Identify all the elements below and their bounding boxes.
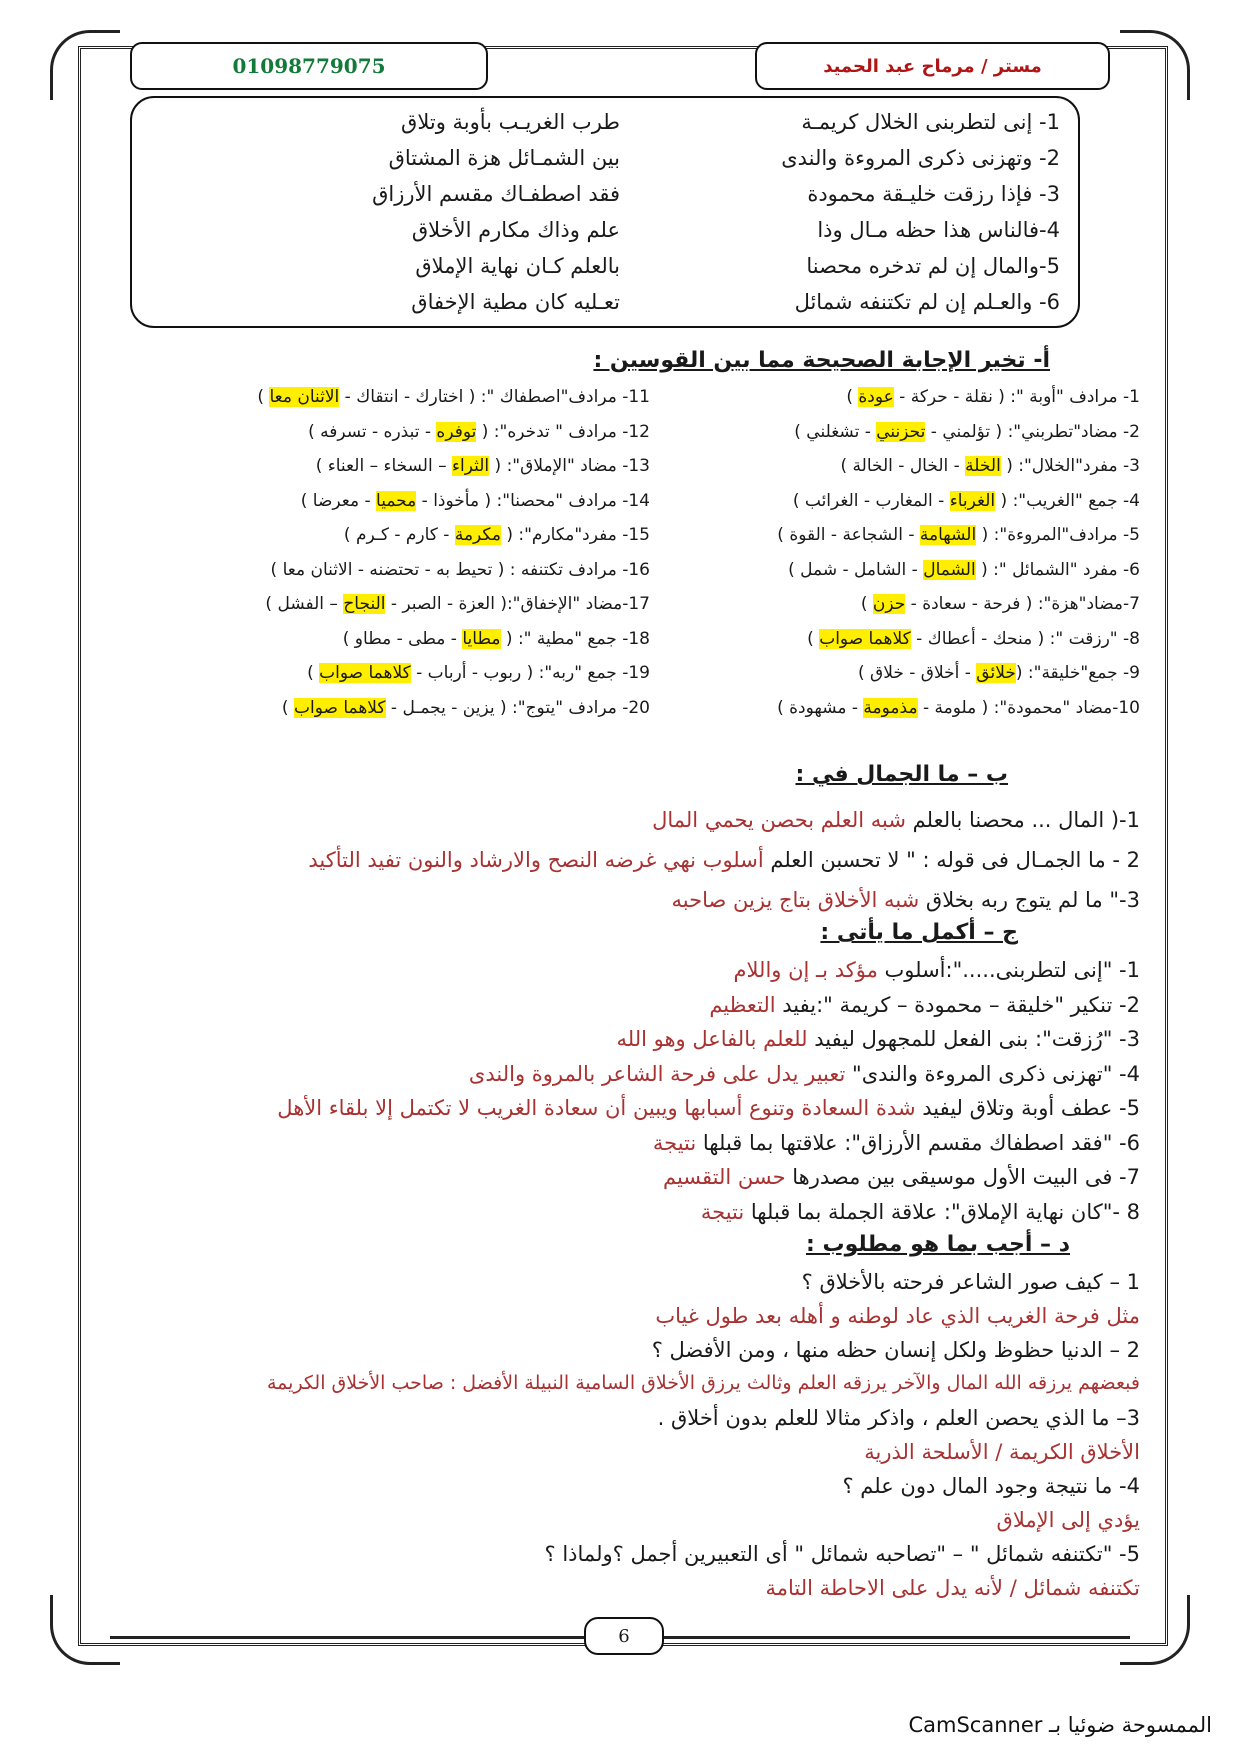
mcq-item (793, 491, 1140, 511)
section-d-title: د – أجب بما هو مطلوب : (806, 1232, 1070, 1257)
page-number: 6 (584, 1617, 664, 1655)
question-text: 1-( المال ... محصنا بالعلم (905, 808, 1140, 832)
poem-left-hemistich: فقد اصطفـاك مقسم الأرزاق (372, 182, 620, 206)
mcq-question: 14- مرادف "محصنا": ( مأخوذا - (416, 490, 650, 511)
scanner-watermark: الممسوحة ضوئيا بـ CamScanner (908, 1713, 1212, 1737)
poem-right-hemistich: 4-فالناس هذا حظه مـال وذا (817, 218, 1060, 242)
answer-text: تكتنفه شمائل / لأنه يدل على الاحاطة التامة (765, 1576, 1140, 1600)
mcq-item (307, 663, 650, 683)
question-text: 1 – كيف صور الشاعر فرحته بالأخلاق ؟ (801, 1270, 1140, 1294)
poem-right-hemistich: 6- والعـلم إن لم تكتنفه شمائل (794, 290, 1060, 314)
mcq-question: 17-مضاد "الإخفاق":( العزة - الصبر - (385, 594, 650, 614)
mcq-answer-highlight: توفره (436, 421, 477, 442)
poem-left-hemistich: بالعلم كـان نهاية الإملاق (415, 254, 620, 278)
mcq-options-rest: ) (807, 628, 820, 649)
mcq-options-rest: - المغارب - الغرائب ) (792, 490, 950, 511)
answer-text: شبه الأخلاق بتاج يزين صاحبه (671, 888, 920, 912)
mcq-question: 4- جمع "الغريب": ( (995, 490, 1140, 511)
mcq-options-rest: - الشجاعة - القوة ) (777, 525, 920, 545)
mcq-answer-highlight: محميا (376, 490, 417, 511)
question-text: 4- ما نتيجة وجود المال دون علم ؟ (842, 1474, 1140, 1498)
poem-right-hemistich: 1- إنى لتطربنى الخلال كريمـة (801, 110, 1060, 134)
mcq-answer-highlight: الخلة (965, 456, 1001, 476)
mcq-options-rest: - كارم - كـرم ) (343, 525, 455, 545)
mcq-item (257, 387, 650, 407)
mcq-options-rest: ) (281, 697, 294, 718)
mcq-question: 8- "رزقت ": ( منحك - أعطاك - (910, 628, 1140, 649)
answer-text: يؤدي إلى الإملاق (996, 1508, 1140, 1532)
section-a-title: أ- تخير الإجابة الصحيحة مما بين القوسين : (593, 348, 1050, 373)
mcq-options-rest: - الشامل - شمل ) (788, 559, 924, 580)
mcq-question: 11- مرادف"اصطفاك ": ( اختارك - انتقاك - (339, 387, 650, 407)
mcq-item (777, 698, 1140, 718)
question-text: 4- "تهزنى ذكرى المروءة والندى" (845, 1061, 1140, 1086)
mcq-answer-highlight: الشهامة (919, 525, 977, 545)
mcq-answer-highlight: الغرباء (949, 490, 996, 511)
mcq-options-rest: ) (860, 594, 873, 614)
mcq-item (271, 560, 650, 580)
mcq-item (794, 422, 1140, 442)
question-text: 8 -"كان نهاية الإملاق": علاقة الجملة بما قبلها (744, 1199, 1140, 1224)
mcq-question: 7-مضاد"هزة": ( فرحة - سعادة - (905, 594, 1140, 614)
mcq-answer-highlight: تحزنني (876, 421, 926, 442)
ornament-top-right-icon (1120, 30, 1190, 100)
question-text: 2 – الدنيا حظوظ ولكل إنسان حظه منها ، ومن الأفضل ؟ (651, 1338, 1140, 1362)
mcq-answer-highlight: خلائق (976, 663, 1016, 683)
section-c-item (469, 1062, 1140, 1086)
mcq-answer-highlight: الثراء (452, 456, 490, 476)
mcq-item (807, 629, 1140, 649)
mcq-options-rest: ) (257, 387, 270, 407)
mcq-question: 18- جمع "مطية ": ( (500, 628, 650, 649)
answer-text: مثل فرحة الغريب الذي عاد لوطنه و أهله بعد طول غياب (655, 1304, 1140, 1328)
mcq-item (840, 456, 1140, 476)
question-text: 2 - ما الجمـال فى قوله : " لا تحسبن العلم (763, 848, 1140, 872)
ornament-top-left-icon (50, 30, 120, 100)
mcq-options-rest: - مطى - مطاو ) (342, 628, 463, 649)
header-phone: 01098779075 (130, 42, 488, 90)
question-text: 6- "فقد اصطفاك مقسم الأرزاق": علاقتها بما قبلها (696, 1130, 1140, 1155)
header-teacher-name: مستر / مرماح عبد الحميد (755, 42, 1110, 90)
mcq-options-rest: - الخال - الخالة ) (840, 456, 966, 476)
mcq-answer-highlight: كلاهما صواب (319, 663, 411, 683)
mcq-options-rest: – الفشل ) (265, 594, 344, 614)
answer-text: نتيجة (652, 1130, 697, 1155)
mcq-item (846, 387, 1140, 407)
mcq-answer-highlight: كلاهما صواب (819, 628, 911, 649)
mcq-options-rest: - معرضا ) (300, 490, 377, 511)
section-c-item (277, 1096, 1140, 1120)
mcq-question: 2- مضاد"تطربني": ( تؤلمني - (925, 421, 1140, 442)
mcq-options-rest: – السخاء – العناء ) (315, 456, 452, 476)
poem-left-hemistich: طرب الغريـب بأوبة وتلاق (401, 110, 620, 134)
section-c-item (701, 1200, 1140, 1224)
question-text: 1- "إنى لتطربنى.....":أسلوب (877, 958, 1140, 982)
mcq-options-rest: ) (307, 663, 320, 683)
mcq-item (282, 698, 650, 718)
question-text: 3– ما الذي يحصن العلم ، واذكر مثالا للعلم بدون أخلاق . (657, 1406, 1140, 1430)
answer-text: للعلم بالفاعل وهو الله (616, 1027, 808, 1051)
poem-left-hemistich: علم وذاك مكارم الأخلاق (411, 218, 620, 242)
ornament-bottom-left-icon (50, 1595, 120, 1665)
mcq-question: 19- جمع "ربه": ( ربوب - أرباب - (410, 663, 650, 683)
mcq-item (861, 594, 1140, 614)
section-c-item (663, 1165, 1140, 1189)
mcq-answer-highlight: مكرمة (454, 525, 501, 545)
mcq-item (301, 491, 650, 511)
mcq-item (858, 663, 1140, 683)
poem-left-hemistich: بين الشمـائل هزة المشتاق (388, 146, 620, 170)
answer-text: شبه العلم بحصن يحمي المال (652, 808, 906, 832)
mcq-item (316, 456, 650, 476)
section-b-title: ب – ما الجمال في : (795, 762, 1008, 787)
mcq-options-rest: - تشغلني ) (794, 421, 877, 442)
mcq-question: 20- مرادف "يتوج": ( يزين - يجمـل - (385, 697, 650, 718)
mcq-answer-highlight: الاثنان معا (269, 387, 340, 407)
answer-text: مؤكد بـ إن واللام (733, 958, 878, 982)
section-c-item (616, 1027, 1140, 1051)
mcq-options-rest: - أخلاق - خلاق ) (857, 663, 977, 683)
question-text: 5- "تكتنفه شمائل " – "تصاحبه شمائل " أى التعبيرين أجمل ؟ولماذا ؟ (544, 1542, 1140, 1566)
answer-text: التعظيم (709, 992, 776, 1017)
mcq-question: 12- مرادف " تدخره": ( (476, 421, 650, 442)
mcq-question: 9- جمع"خليقة": ( (1015, 663, 1140, 683)
mcq-item (777, 525, 1140, 545)
section-c-item (709, 993, 1140, 1017)
mcq-options-rest: - تبذره - تسرفه ) (308, 421, 437, 442)
answer-text: تعبير يدل على فرحة الشاعر بالمروة والندى (468, 1061, 846, 1086)
answer-text: الأخلاق الكريمة / الأسلحة الذرية (864, 1440, 1140, 1464)
mcq-question: 5- مرادف"المروءة": ( (976, 525, 1140, 545)
answer-text: شدة السعادة وتنوع أسبابها ويبين أن سعادة الغريب لا تكتمل إلا بلقاء الأهل (277, 1096, 916, 1120)
section-b-item (672, 888, 1140, 912)
question-text: 5- عطف أوبة وتلاق ليفيد (915, 1096, 1140, 1120)
mcq-answer-highlight: عودة (858, 387, 894, 407)
section-c-item (734, 958, 1140, 982)
section-c-title: ج – أكمل ما يأتى : (820, 920, 1018, 945)
mcq-answer-highlight: الشمال (923, 559, 976, 580)
section-c-item (653, 1131, 1140, 1155)
question-text: 3-" ما لم يتوج ربه بخلاق (919, 888, 1140, 912)
mcq-answer-highlight: مذمومة (863, 697, 918, 718)
answer-text: حسن التقسيم (662, 1165, 786, 1189)
mcq-question: 13- مضاد "الإملاق": ( (489, 456, 650, 476)
mcq-question: 16- مرادف تكتنفه : ( تحيط به - تحتضنه - الاثنان معا ) (270, 559, 650, 580)
answer-text: نتيجة (700, 1199, 745, 1224)
answer-text: فبعضهم يرزقه الله المال والآخر يرزقه العلم وثالث يرزق الأخلاق السامية النبيلة الأفضل : صاحب الأخلاق الكريمة (266, 1372, 1140, 1394)
mcq-item (308, 422, 650, 442)
poem-right-hemistich: 3- فإذا رزقت خليـقة محمودة (807, 182, 1060, 206)
mcq-answer-highlight: حزن (872, 594, 906, 614)
poem-right-hemistich: 5-والمال إن لم تدخره محصنا (806, 254, 1060, 278)
mcq-item (265, 594, 650, 614)
question-text: 7- فى البيت الأول موسيقى بين مصدرها (785, 1165, 1140, 1189)
answer-text: أسلوب نهي غرضه النصح والارشاد والنون تفيد التأكيد (308, 848, 764, 872)
question-text: 3- "رُزقت": بنى الفعل للمجهول ليفيد (807, 1027, 1140, 1051)
mcq-answer-highlight: النجاح (343, 594, 386, 614)
mcq-question: 6- مفرد "الشمائل ": ( (975, 559, 1140, 580)
poem-left-hemistich: تعـليه كان مطية الإخفاق (411, 290, 620, 314)
mcq-question: 10-مضاد "محمودة": ( ملومة - (917, 697, 1140, 718)
mcq-item (343, 629, 650, 649)
section-b-item (652, 808, 1140, 832)
mcq-options-rest: - مشهودة ) (777, 697, 864, 718)
ornament-bottom-right-icon (1120, 1595, 1190, 1665)
question-text: 2- تنكير "خليقة – محمودة – كريمة ":يفيد (775, 992, 1140, 1017)
mcq-answer-highlight: كلاهما صواب (293, 697, 386, 718)
mcq-question: 3- مفرد"الخلال": ( (1000, 456, 1140, 476)
mcq-item (788, 560, 1140, 580)
mcq-question: 15- مفرد"مكارم": ( (500, 525, 650, 545)
section-b-item (308, 848, 1140, 872)
mcq-item (344, 525, 650, 545)
mcq-options-rest: ) (846, 387, 859, 407)
mcq-answer-highlight: مطايا (462, 628, 501, 649)
poem-right-hemistich: 2- وتهزنى ذكرى المروءة والندى (781, 146, 1060, 170)
mcq-question: 1- مرادف "أوبة ": ( نقلة - حركة - (893, 387, 1140, 407)
